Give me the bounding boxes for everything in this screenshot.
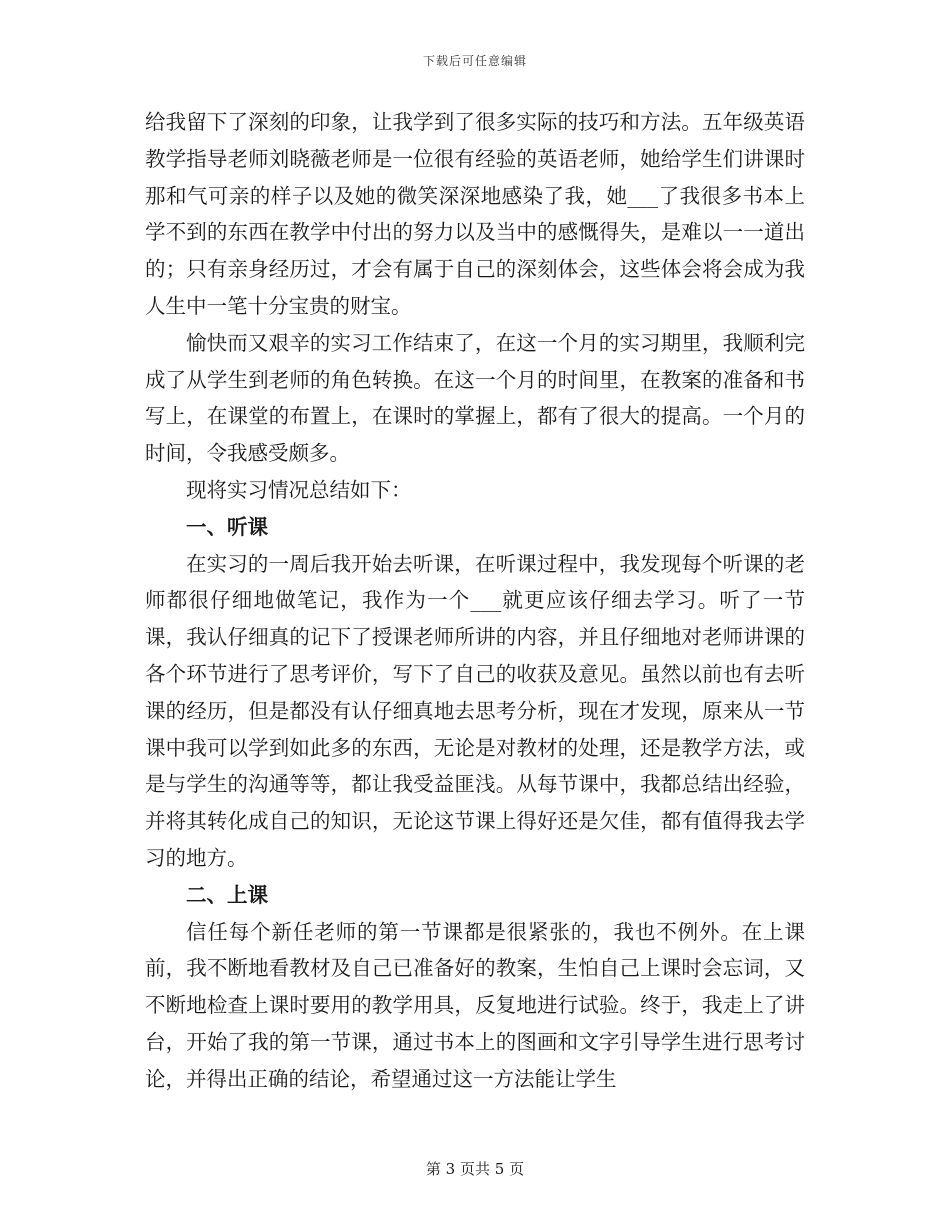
section-heading-teaching: 二、上课 xyxy=(186,882,268,907)
section-heading-listening: 一、听课 xyxy=(186,514,268,539)
paragraph-teaching: 信任每个新任老师的第一节课都是很紧张的，我也不例外。在上课前，我不断地看教材及自己已准备好的教案，生怕自己上课时会忘词，又不断地检查上课时要用的教学用具，反复地进行试验。终于，我走上了讲台，开始了我的第一节课，通过书本上的图画和文字引导学生进行思考讨论，并得出正确的结论，希望通过这一方法能让学生 xyxy=(145,919,805,1091)
document-body xyxy=(145,104,805,1098)
paragraph-internship-summary: 愉快而又艰辛的实习工作结束了，在这一个月的实习期里，我顺利完成了从学生到老师的角色转换。在这一个月的时间里，在教案的准备和书写上，在课堂的布置上，在课时的掌握上，都有了很大的提高。一个月的时间，令我感受颇多。 xyxy=(145,330,805,466)
paragraph-listening: 在实习的一周后我开始去听课，在听课过程中，我发现每个听课的老师都很仔细地做笔记，我作为一个___就更应该仔细去学习。听了一节课，我认仔细真的记下了授课老师所讲的内容，并且仔细地对老师讲课的各个环节进行了思考评价，写下了自己的收获及意见。虽然以前也有去听课的经历，但是都没有认仔细真地去思考分析，现在才发现，原来从一节课中我可以学到如此多的东西，无论是对教材的处理，还是教学方法，或是与学生的沟通等等，都让我受益匪浅。从每节课中，我都总结出经验，并将其转化成自己的知识，无论这节课上得好还是欠佳，都有值得我去学习的地方。 xyxy=(145,551,805,870)
page-number: 第 3 页共 5 页 xyxy=(425,1160,525,1178)
paragraph-continuation: 给我留下了深刻的印象，让我学到了很多实际的技巧和方法。五年级英语教学指导老师刘晓薇老师是一位很有经验的英语老师，她给学生们讲课时那和气可亲的样子以及她的微笑深深地感染了我，她___了我很多书本上学不到的东西在教学中付出的努力以及当中的感慨得失，是难以一一道出的；只有亲身经历过，才会有属于自己的深刻体会，这些体会将会成为我人生中一笔十分宝贵的财宝。 xyxy=(145,110,805,318)
paragraph-summary-intro: 现将实习情况总结如下： xyxy=(186,477,412,502)
page-header: 下载后可任意编辑 xyxy=(422,54,527,68)
